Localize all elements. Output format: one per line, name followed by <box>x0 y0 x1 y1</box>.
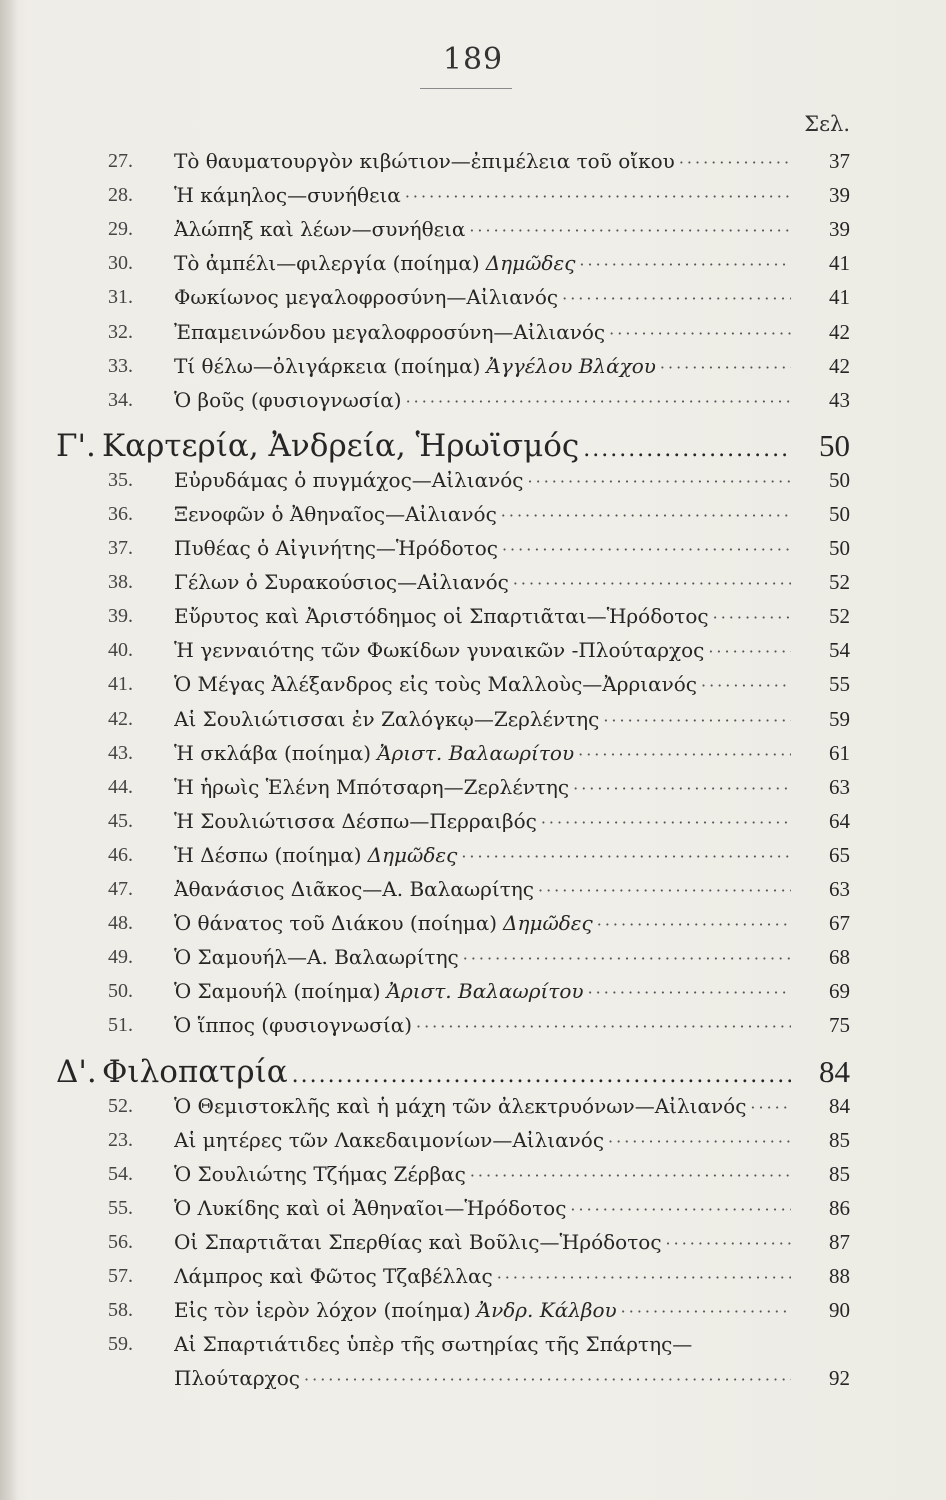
entry-page: 55 <box>829 672 850 696</box>
toc-entry <box>0 566 946 598</box>
entry-body <box>174 1294 791 1326</box>
toc-entry <box>0 1328 946 1360</box>
section-page: 50 <box>819 428 850 463</box>
toc-entry <box>0 975 946 1007</box>
entry-body <box>174 384 791 416</box>
entry-page: 75 <box>829 1013 850 1037</box>
entry-page: 52 <box>829 604 850 628</box>
entry-page: 41 <box>829 251 850 275</box>
entry-number: 45. <box>108 810 133 832</box>
dot-leader <box>562 283 791 313</box>
section-letter: Γ'. <box>56 428 96 464</box>
entry-number: 44. <box>108 776 133 798</box>
dot-leader <box>701 670 791 700</box>
entry-page: 43 <box>829 388 850 412</box>
toc-entry <box>0 179 946 211</box>
dot-leader <box>570 1194 791 1224</box>
entry-body <box>174 703 791 735</box>
entry-number: 37. <box>108 537 133 559</box>
entry-number: 54. <box>108 1163 133 1185</box>
entry-number: 49. <box>108 946 133 968</box>
entry-body <box>174 941 791 973</box>
entry-title: Λάμπρος καὶ Φῶτος Τζαβέλλας <box>174 1264 493 1288</box>
toc-entry <box>0 1158 946 1190</box>
entry-title: Ἡ γενναιότης τῶν Φωκίδων γυναικῶν -Πλούταρχος <box>174 638 705 662</box>
section-heading <box>0 1050 946 1094</box>
entry-title: Ἡ σκλάβα (ποίημα) <box>174 741 372 765</box>
dot-leader <box>609 318 791 348</box>
entry-author: Δημῶδες <box>503 911 593 935</box>
dot-leader <box>502 534 791 564</box>
entry-number: 58. <box>108 1299 133 1321</box>
entry-body <box>174 179 791 211</box>
dot-leader <box>603 705 791 735</box>
entry-author: Ἀνδρ. Κάλβου <box>476 1298 617 1322</box>
entry-number: 41. <box>108 673 133 695</box>
entry-body <box>174 737 791 769</box>
dot-leader <box>497 1262 791 1292</box>
entry-title: Ἀθανάσιος Διᾶκος—Α. Βαλαωρίτης <box>174 877 534 901</box>
entry-title: Ὁ βοῦς (φυσιογνωσία) <box>174 388 402 412</box>
entry-number: 51. <box>108 1014 133 1036</box>
entry-title: Τὸ θαυματουργὸν κιβώτιον—ἐπιμέλεια τοῦ οἴκου <box>174 149 675 173</box>
entry-number: 38. <box>108 571 133 593</box>
entry-title: Αἱ Σπαρτιάτιδες ὑπὲρ τῆς σωτηρίας τῆς Σπάρτης— <box>174 1332 693 1356</box>
dot-leader <box>583 428 791 468</box>
entry-page: 50 <box>829 536 850 560</box>
entry-body <box>174 1362 791 1394</box>
entry-body <box>174 532 791 564</box>
entry-page: 63 <box>829 877 850 901</box>
entry-body <box>174 634 791 666</box>
entry-number: 40. <box>108 639 133 661</box>
section-title: Φιλοπατρία <box>102 1054 288 1090</box>
entry-page: 59 <box>829 707 850 731</box>
entry-title: Φωκίωνος μεγαλοφροσύνη—Αἰλιανός <box>174 285 559 309</box>
toc-entry <box>0 1294 946 1326</box>
toc-entry <box>0 213 946 245</box>
dot-leader <box>463 943 791 973</box>
entry-page: 68 <box>829 945 850 969</box>
toc-entry <box>0 1009 946 1041</box>
section-page: 84 <box>819 1054 850 1089</box>
entry-title: Πλούταρχος <box>174 1366 301 1390</box>
toc-entry <box>0 384 946 416</box>
entry-page: 42 <box>829 320 850 344</box>
entry-body <box>174 281 791 313</box>
dot-leader <box>608 1126 791 1156</box>
toc-entry <box>0 907 946 939</box>
entry-body <box>174 213 791 245</box>
entry-page: 61 <box>829 741 850 765</box>
toc-entry <box>0 247 946 279</box>
dot-leader <box>469 215 791 245</box>
entry-number: 36. <box>108 503 133 525</box>
entry-page: 64 <box>829 809 850 833</box>
entry-number: 48. <box>108 912 133 934</box>
entry-number: 30. <box>108 252 133 274</box>
dot-leader <box>528 466 791 496</box>
entry-title: Ἐπαμεινώνδου μεγαλοφροσύνη—Αἰλιανός <box>174 320 606 344</box>
toc-entry <box>0 941 946 973</box>
entry-title: Ἡ Σουλιώτισσα Δέσπω—Περραιβός <box>174 809 537 833</box>
entry-page: 87 <box>829 1230 850 1254</box>
entry-body <box>174 1226 791 1258</box>
entry-number: 47. <box>108 878 133 900</box>
page-column-header: Σελ. <box>804 112 850 136</box>
entry-body <box>174 566 791 598</box>
toc-entry <box>0 600 946 632</box>
entry-body <box>174 464 791 496</box>
entry-body <box>174 873 791 905</box>
entry-title: Γέλων ὁ Συρακούσιος—Αἰλιανός <box>174 570 509 594</box>
dot-leader <box>406 386 791 416</box>
dot-leader <box>579 249 791 279</box>
toc-entry <box>0 737 946 769</box>
dot-leader <box>416 1011 791 1041</box>
entry-body <box>174 1090 791 1122</box>
toc-entry <box>0 634 946 666</box>
toc-entry <box>0 805 946 837</box>
entry-page: 65 <box>829 843 850 867</box>
entry-title: Πυθέας ὁ Αἰγινήτης—Ἡρόδοτος <box>174 536 498 560</box>
entry-page: 90 <box>829 1298 850 1322</box>
dot-leader <box>750 1092 791 1122</box>
entry-page: 92 <box>829 1366 850 1390</box>
entry-title: Αἱ Σουλιώτισσαι ἐν Ζαλόγκῳ—Ζερλέντης <box>174 707 600 731</box>
entry-page: 50 <box>829 502 850 526</box>
toc-entry <box>0 1090 946 1122</box>
entry-author: Δημῶδες <box>485 251 576 275</box>
entry-number: 27. <box>108 150 133 172</box>
entry-page: 67 <box>829 911 850 935</box>
entry-number: 59. <box>108 1333 133 1355</box>
entry-body <box>174 1124 791 1156</box>
page-number: 189 <box>442 42 504 77</box>
entry-body <box>174 668 791 700</box>
entry-body <box>174 1328 791 1360</box>
entry-title: Ὁ Λυκίδης καὶ οἱ Ἀθηναῖοι—Ἡρόδοτος <box>174 1196 567 1220</box>
toc-entry <box>0 873 946 905</box>
dot-leader <box>588 977 791 1007</box>
entry-number: 57. <box>108 1265 133 1287</box>
toc-entry <box>0 1226 946 1258</box>
dot-leader <box>461 841 791 871</box>
entry-title: Οἱ Σπαρτιᾶται Σπερθίας καὶ Βοῦλις—Ἡρόδοτος <box>174 1230 662 1254</box>
toc-entry <box>0 1362 946 1394</box>
entry-title: Ἡ ἡρωὶς Ἑλένη Μπότσαρη—Ζερλέντης <box>174 775 570 799</box>
entry-page: 54 <box>829 638 850 662</box>
entry-title: Εἰς τὸν ἱερὸν λόχον (ποίημα) <box>174 1298 471 1322</box>
dot-leader <box>405 181 791 211</box>
section-title: Καρτερία, Ἀνδρεία, Ἡρωϊσμός <box>102 428 580 464</box>
toc-entry <box>0 145 946 177</box>
dot-leader <box>501 500 791 530</box>
entry-title: Ὁ Μέγας Ἀλέξανδρος εἰς τοὺς Μαλλοὺς—Ἀρριανός <box>174 672 697 696</box>
entry-number: 39. <box>108 605 133 627</box>
entry-page: 41 <box>829 285 850 309</box>
entry-number: 33. <box>108 355 133 377</box>
toc-entry <box>0 498 946 530</box>
entry-number: 52. <box>108 1095 133 1117</box>
entry-body <box>174 145 791 177</box>
entry-title: Ὁ Σαμουήλ—Α. Βαλαωρίτης <box>174 945 459 969</box>
dot-leader <box>541 807 791 837</box>
entry-page: 39 <box>829 217 850 241</box>
dot-leader <box>597 909 791 939</box>
entry-number: 50. <box>108 980 133 1002</box>
entry-body <box>174 975 791 1007</box>
toc-entry <box>0 703 946 735</box>
entry-body <box>174 771 791 803</box>
section-letter: Δ'. <box>56 1054 97 1090</box>
entry-page: 42 <box>829 354 850 378</box>
entry-title: Τί θέλω—ὀλιγάρκεια (ποίημα) <box>174 354 481 378</box>
entry-body <box>174 498 791 530</box>
entry-body <box>174 1192 791 1224</box>
dot-leader <box>666 1228 791 1258</box>
entry-body <box>174 247 791 279</box>
dot-leader <box>660 352 791 382</box>
entry-page: 37 <box>829 149 850 173</box>
toc-entry <box>0 1260 946 1292</box>
entry-title: Ὁ Θεμιστοκλῆς καὶ ἡ μάχη τῶν ἀλεκτρυόνων—Αἰλιανός <box>174 1094 747 1118</box>
entry-number: 31. <box>108 286 133 308</box>
entry-number: 55. <box>108 1197 133 1219</box>
entry-page: 88 <box>829 1264 850 1288</box>
toc-entry <box>0 350 946 382</box>
entry-body <box>174 350 791 382</box>
entry-title: Ἡ Δέσπω (ποίημα) <box>174 843 362 867</box>
entry-title: Ὁ Σουλιώτης Τζήμας Ζέρβας <box>174 1162 466 1186</box>
dot-leader <box>578 739 791 769</box>
entry-title: Ὁ θάνατος τοῦ Διάκου (ποίημα) <box>174 911 498 935</box>
dot-leader <box>621 1296 791 1326</box>
entry-body <box>174 907 791 939</box>
entry-number: 42. <box>108 708 133 730</box>
entry-page: 52 <box>829 570 850 594</box>
entry-body <box>174 839 791 871</box>
entry-author: Δημῶδες <box>367 843 458 867</box>
dot-leader <box>470 1160 791 1190</box>
entry-title: Ξενοφῶν ὁ Ἀθηναῖος—Αἰλιανός <box>174 502 497 526</box>
dot-leader <box>538 875 791 905</box>
entry-title: Ὁ ἵππος (φυσιογνωσία) <box>174 1013 412 1037</box>
entry-author: Ἀριστ. Βαλαωρίτου <box>386 979 584 1003</box>
entry-title: Ὁ Σαμουήλ (ποίημα) <box>174 979 381 1003</box>
entry-page: 39 <box>829 183 850 207</box>
toc-entry <box>0 771 946 803</box>
dot-leader <box>513 568 791 598</box>
entry-number: 56. <box>108 1231 133 1253</box>
toc-entry <box>0 464 946 496</box>
entry-body <box>174 600 791 632</box>
entry-page: 50 <box>829 468 850 492</box>
entry-body <box>174 805 791 837</box>
entry-number: 29. <box>108 218 133 240</box>
entry-body <box>174 316 791 348</box>
dot-leader <box>713 602 791 632</box>
dot-leader <box>573 773 791 803</box>
entry-title: Εὔρυτος καὶ Ἀριστόδημος οἱ Σπαρτιᾶται—Ἡρόδοτος <box>174 604 709 628</box>
dot-leader <box>292 1054 791 1094</box>
entry-title: Τὸ ἀμπέλι—φιλεργία (ποίημα) <box>174 251 480 275</box>
dot-leader <box>304 1364 791 1394</box>
entry-page: 63 <box>829 775 850 799</box>
entry-number: 32. <box>108 321 133 343</box>
entry-number: 46. <box>108 844 133 866</box>
entry-page: 86 <box>829 1196 850 1220</box>
entry-number: 23. <box>108 1129 133 1151</box>
entry-number: 43. <box>108 742 133 764</box>
entry-page: 84 <box>829 1094 850 1118</box>
entry-number: 35. <box>108 469 133 491</box>
entry-title: Αἱ μητέρες τῶν Λακεδαιμονίων—Αἰλιανός <box>174 1128 605 1152</box>
section-heading-body <box>102 424 791 468</box>
toc-entry <box>0 281 946 313</box>
dot-leader <box>679 147 791 177</box>
toc-entry <box>0 668 946 700</box>
entry-title: Ἀλώπηξ καὶ λέων—συνήθεια <box>174 217 466 241</box>
entry-body <box>174 1009 791 1041</box>
entry-title: Ἡ κάμηλος—συνήθεια <box>174 183 401 207</box>
toc-entry <box>0 839 946 871</box>
entry-body <box>174 1260 791 1292</box>
entry-body <box>174 1158 791 1190</box>
toc-entry <box>0 1124 946 1156</box>
toc-entry <box>0 1192 946 1224</box>
toc-entry <box>0 316 946 348</box>
section-heading <box>0 424 946 468</box>
entry-page: 69 <box>829 979 850 1003</box>
entry-author: Ἀγγέλου Βλάχου <box>486 354 656 378</box>
entry-page: 85 <box>829 1162 850 1186</box>
dot-leader <box>708 636 791 666</box>
section-heading-body <box>102 1050 791 1094</box>
toc-entry <box>0 532 946 564</box>
entry-title: Εὐρυδάμας ὁ πυγμάχος—Αἰλιανός <box>174 468 524 492</box>
entry-number: 28. <box>108 184 133 206</box>
entry-page: 85 <box>829 1128 850 1152</box>
entry-author: Ἀριστ. Βαλαωρίτου <box>377 741 575 765</box>
entry-number: 34. <box>108 389 133 411</box>
